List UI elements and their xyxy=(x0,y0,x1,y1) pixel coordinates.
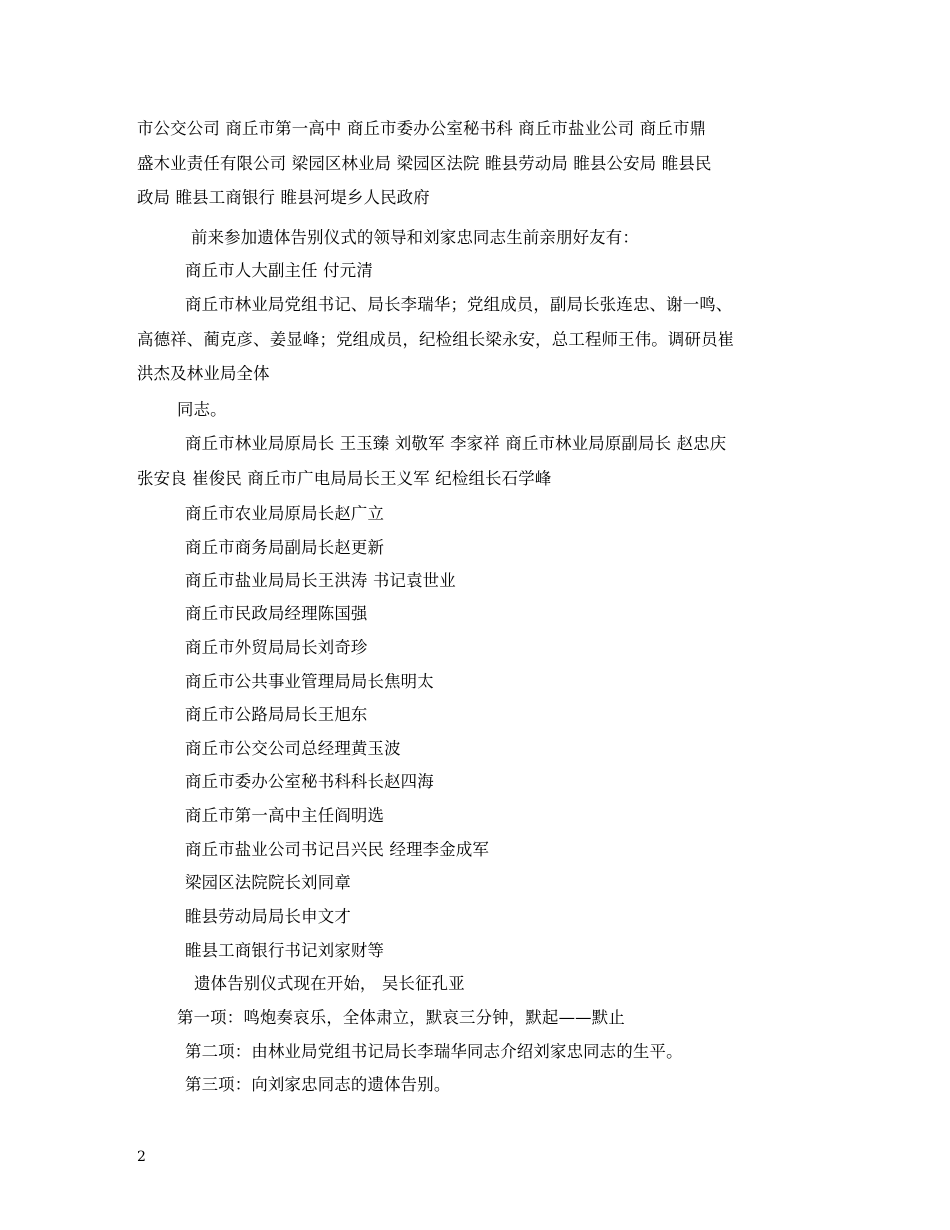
body-text-line: 张安良 崔俊民 商丘市广电局局长王义军 纪检组长石学峰 xyxy=(137,469,552,488)
body-text-line: 前来参加遗体告别仪式的领导和刘家忠同志生前亲朋好友有： xyxy=(191,228,639,247)
body-text-line: 市公交公司 商丘市第一高中 商丘市委办公室秘书科 商丘市盐业公司 商丘市鼎 xyxy=(137,119,707,138)
body-text-line: 第一项：鸣炮奏哀乐，全体肃立，默哀三分钟，默起——默止 xyxy=(177,1008,625,1027)
body-text-line: 商丘市公路局局长王旭东 xyxy=(185,705,368,724)
body-text-line: 商丘市委办公室秘书科科长赵四海 xyxy=(185,772,434,791)
body-text-line: 商丘市盐业公司书记吕兴民 经理李金成军 xyxy=(185,840,490,859)
page-number: 2 xyxy=(137,1149,146,1165)
body-text-line: 商丘市外贸局局长刘奇珍 xyxy=(185,638,368,657)
body-text-line: 商丘市商务局副局长赵更新 xyxy=(185,538,385,557)
body-text-line: 遗体告别仪式现在开始， 吴长征孔亚 xyxy=(194,974,465,993)
body-text-line: 第二项：由林业局党组书记局长李瑞华同志介绍刘家忠同志的生平。 xyxy=(185,1042,683,1061)
body-text-line: 商丘市林业局原局长 王玉臻 刘敬军 李家祥 商丘市林业局原副局长 赵忠庆 xyxy=(185,434,727,453)
body-text-line: 高德祥、蔺克彦、姜显峰；党组成员，纪检组长梁永安，总工程师王伟。调研员崔 xyxy=(137,330,735,349)
body-text-line: 第三项：向刘家忠同志的遗体告别。 xyxy=(185,1075,451,1094)
body-text-line: 洪杰及林业局全体 xyxy=(137,364,270,383)
body-text-line: 商丘市盐业局局长王洪涛 书记袁世业 xyxy=(185,571,456,590)
body-text-line: 同志。 xyxy=(177,400,227,419)
body-text-line: 梁园区法院院长刘同章 xyxy=(185,873,351,892)
body-text-line: 商丘市人大副主任 付元清 xyxy=(185,261,373,280)
body-text-line: 商丘市农业局原局长赵广立 xyxy=(185,504,385,523)
body-text-line: 政局 睢县工商银行 睢县河堤乡人民政府 xyxy=(137,188,430,207)
body-text-line: 商丘市公共事业管理局局长焦明太 xyxy=(185,672,434,691)
body-text-line: 商丘市公交公司总经理黄玉波 xyxy=(185,739,401,758)
body-text-line: 睢县劳动局局长申文才 xyxy=(185,907,351,926)
body-text-line: 商丘市林业局党组书记、局长李瑞华；党组成员，副局长张连忠、谢一鸣、 xyxy=(185,295,733,314)
body-text-line: 睢县工商银行书记刘家财等 xyxy=(185,941,385,960)
body-text-line: 商丘市民政局经理陈国强 xyxy=(185,604,368,623)
body-text-line: 商丘市第一高中主任阎明选 xyxy=(185,806,385,825)
body-text-line: 盛木业责任有限公司 梁园区林业局 梁园区法院 睢县劳动局 睢县公安局 睢县民 xyxy=(137,154,712,173)
